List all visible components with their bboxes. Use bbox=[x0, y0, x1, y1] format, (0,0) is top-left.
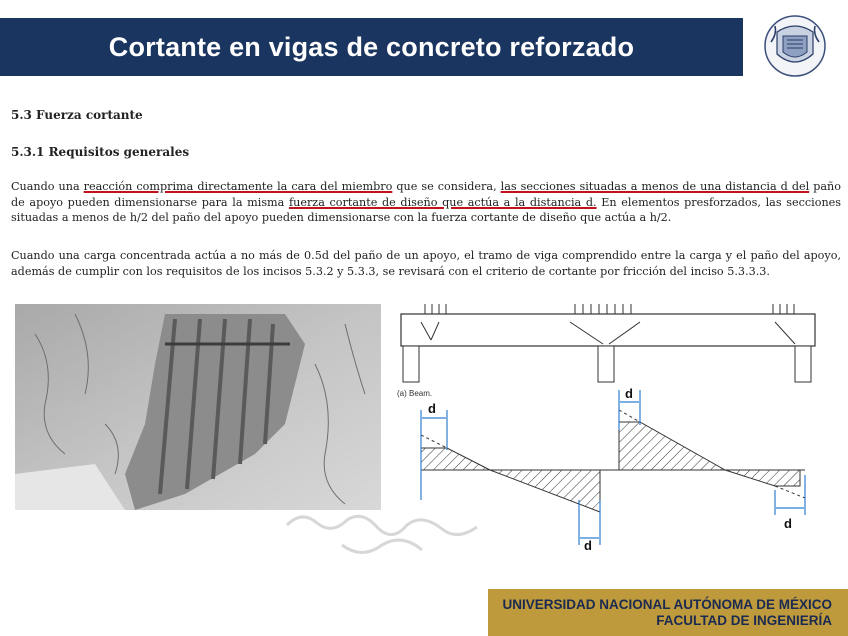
para1-text-3: paño de apoyo pueden dimensionarse para la misma bbox=[11, 180, 841, 209]
faculty-name: FACULTAD DE INGENIERÍA bbox=[656, 613, 832, 628]
shear-left-positive bbox=[421, 448, 490, 470]
beam bbox=[401, 314, 815, 346]
para1-underlined-2: las secciones situadas a menos de una distancia d del bbox=[500, 180, 810, 193]
unam-seal-icon bbox=[763, 14, 827, 78]
university-name: UNIVERSIDAD NACIONAL AUTÓNOMA DE MÉXICO bbox=[502, 597, 832, 612]
d-label-middle-bottom: d bbox=[584, 538, 592, 550]
paragraph-2: Cuando una carga concentrada actúa a no más de 0.5d del paño de un apoyo, el tramo de viga comprendido entre la carga y el paño del apoyo, además de cumplir con los requisitos de los incisos 5.3.2 y 5.3.3, se revisará con el criterio de cortante por fricción del inciso 5.3.3.3. bbox=[11, 249, 841, 278]
d-label-right: d bbox=[784, 516, 792, 531]
support-right bbox=[795, 346, 811, 382]
para1-underlined-3: fuerza cortante de diseño que actúa a la distancia d. bbox=[288, 195, 597, 209]
d-label-middle-top: d bbox=[625, 386, 633, 401]
support-middle bbox=[598, 346, 614, 382]
para1-text-4: En elementos presforzados, las secciones situadas a menos de h/2 del paño del apoyo pueden dimensionarse con la fuerza cortante de diseño que actúa a h/2. bbox=[11, 195, 842, 224]
university-footer bbox=[488, 589, 848, 636]
beam-caption: (a) Beam. bbox=[397, 389, 433, 398]
slide-title: Cortante en vigas de concreto reforzado bbox=[108, 31, 635, 62]
load-arrows bbox=[425, 304, 794, 314]
para1-text-1: Cuando una bbox=[11, 180, 84, 193]
section-heading: 5.3 Fuerza cortante bbox=[11, 108, 143, 122]
para1-underlined-1: reacción comprima directamente la cara del miembro bbox=[83, 180, 393, 193]
paragraph-1 bbox=[11, 179, 841, 226]
para1-text-2: que se considera, bbox=[392, 180, 501, 193]
shear-failure-photo bbox=[15, 304, 381, 510]
support-left bbox=[403, 346, 419, 382]
shear-right-negative bbox=[725, 470, 800, 486]
subsection-heading: 5.3.1 Requisitos generales bbox=[11, 145, 190, 159]
d-label-left: d bbox=[428, 401, 436, 416]
decorative-scroll-icon bbox=[282, 505, 482, 565]
title-bar bbox=[0, 18, 743, 76]
shear-right-positive bbox=[619, 422, 725, 470]
shear-left-negative bbox=[490, 470, 600, 512]
